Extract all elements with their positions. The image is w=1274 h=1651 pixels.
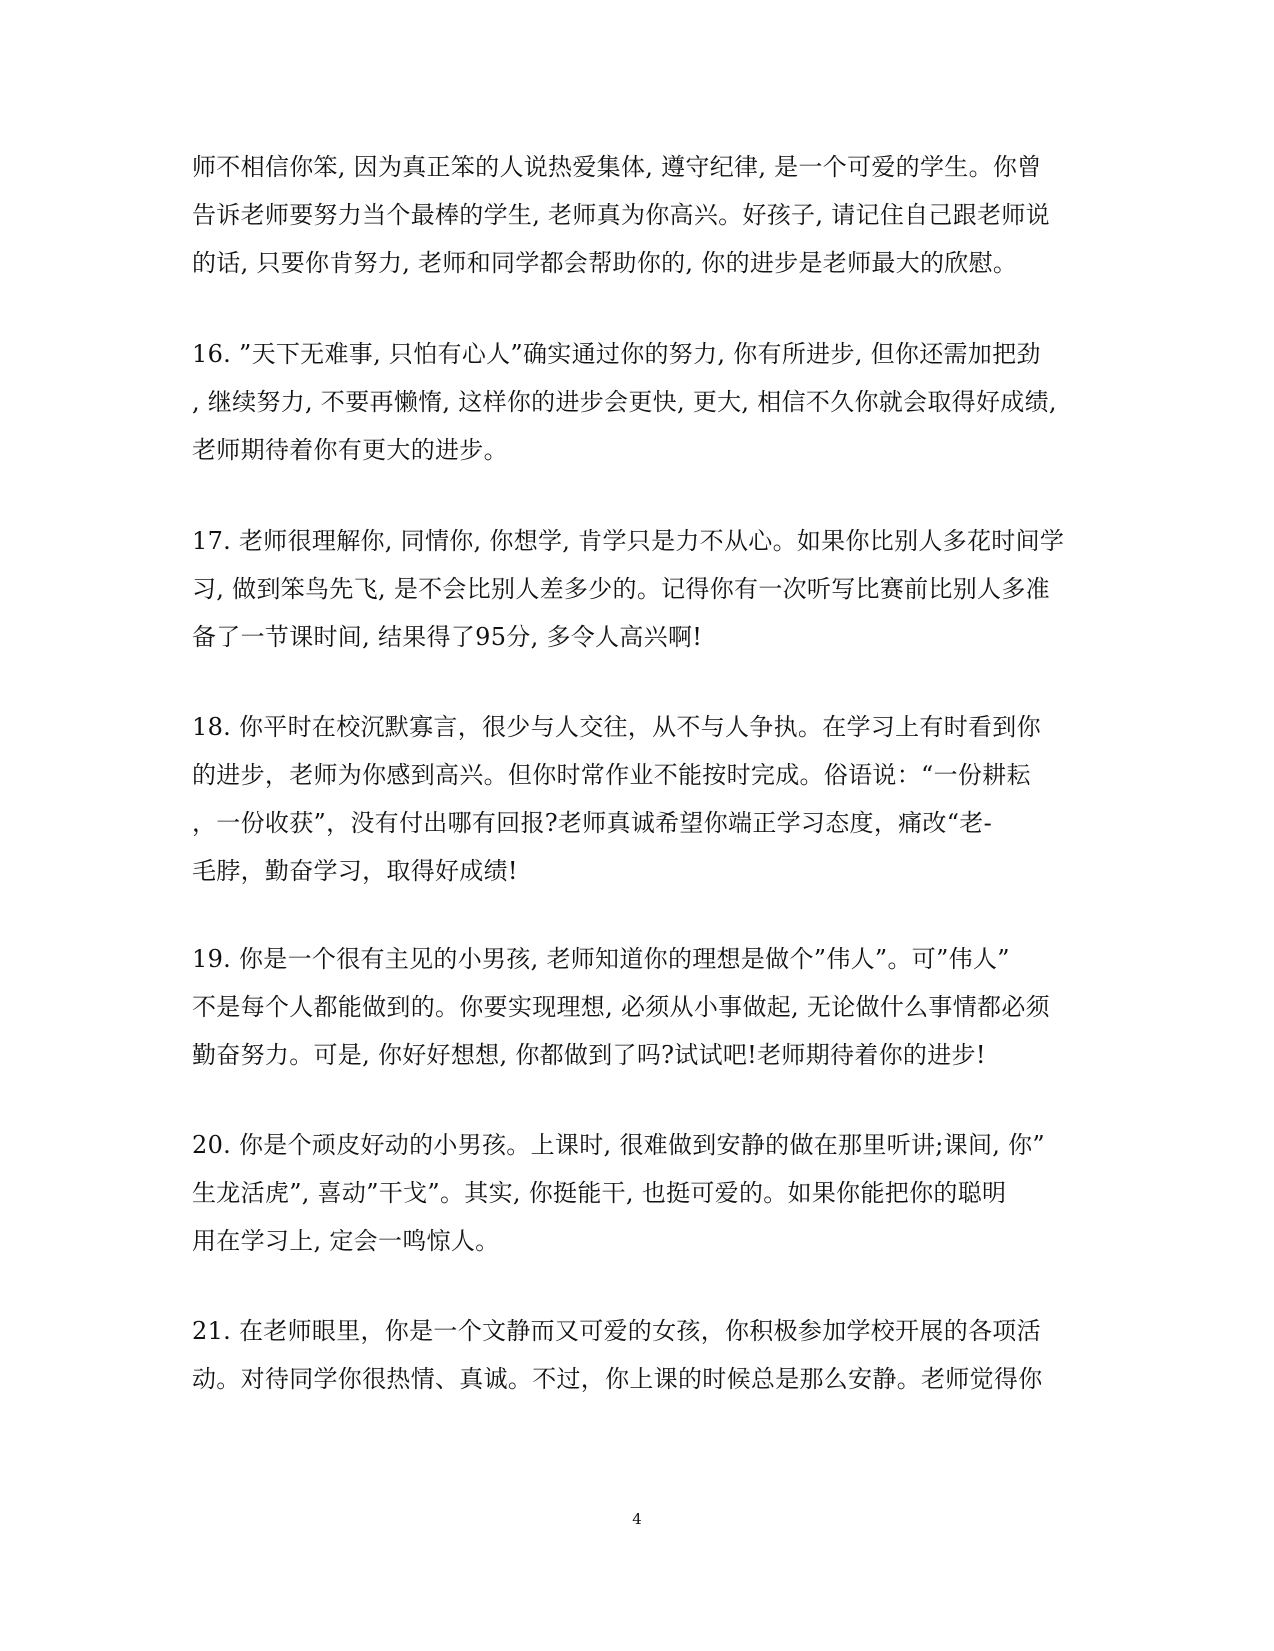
text-line: 用在学习上, 定会一鸣惊人。	[192, 1227, 500, 1255]
text-line: 习, 做到笨鸟先飞, 是不会比别人差多少的。记得你有一次听写比赛前比别人多准	[192, 575, 1050, 603]
text-line: 19. 你是一个很有主见的小男孩, 老师知道你的理想是做个”伟人”。可”伟人”	[192, 945, 1010, 973]
paragraph-18	[192, 703, 1072, 895]
paragraph-20	[192, 1121, 1072, 1265]
text-line: 17. 老师很理解你, 同情你, 你想学, 肯学只是力不从心。如果你比别人多花时间学	[192, 527, 1065, 555]
text-line: 20. 你是个顽皮好动的小男孩。上课时, 很难做到安静的做在那里听讲;课间, 你”	[192, 1131, 1045, 1159]
paragraph-16	[192, 330, 1072, 474]
text-line: 生龙活虎”, 喜动”干戈”。其实, 你挺能干, 也挺可爱的。如果你能把你的聪明	[192, 1179, 1007, 1207]
text-line: 动。对待同学你很热情、真诚。不过，你上课的时候总是那么安静。老师觉得你	[192, 1365, 1043, 1393]
text-line: 备了一节课时间, 结果得了95分, 多令人高兴啊!	[192, 623, 703, 651]
text-line: 老师期待着你有更大的进步。	[192, 436, 508, 464]
text-line: ，一份收获”，没有付出哪有回报?老师真诚希望你端正学习态度，痛改“老-	[192, 809, 993, 837]
page-number: 4	[632, 1510, 642, 1528]
text-line: 18. 你平时在校沉默寡言，很少与人交往，从不与人争执。在学习上有时看到你	[192, 713, 1041, 741]
paragraph-17	[192, 517, 1072, 661]
text-line: 师不相信你笨, 因为真正笨的人说热爱集体, 遵守纪律, 是一个可爱的学生。你曾	[192, 153, 1042, 181]
paragraph-15-continued	[192, 143, 1072, 287]
text-line: 16. ”天下无难事, 只怕有心人”确实通过你的努力, 你有所进步, 但你还需加把劲	[192, 340, 1041, 368]
text-line: 告诉老师要努力当个最棒的学生, 老师真为你高兴。好孩子, 请记住自己跟老师说	[192, 201, 1050, 229]
paragraph-19	[192, 935, 1072, 1079]
text-line: 不是每个人都能做到的。你要实现理想, 必须从小事做起, 无论做什么事情都必须	[192, 993, 1050, 1021]
text-line: 21. 在老师眼里，你是一个文静而又可爱的女孩，你积极参加学校开展的各项活	[192, 1317, 1041, 1345]
text-line: 的话, 只要你肯努力, 老师和同学都会帮助你的, 你的进步是老师最大的欣慰。	[192, 249, 1018, 277]
text-line: , 继续努力, 不要再懒惰, 这样你的进步会更快, 更大, 相信不久你就会取得好成绩,	[192, 388, 1057, 416]
paragraph-21	[192, 1307, 1072, 1403]
text-line: 的进步，老师为你感到高兴。但你时常作业不能按时完成。俗语说：“一份耕耘	[192, 761, 1031, 789]
text-line: 毛脖，勤奋学习，取得好成绩!	[192, 857, 518, 885]
text-line: 勤奋努力。可是, 你好好想想, 你都做到了吗?试试吧!老师期待着你的进步!	[192, 1041, 986, 1069]
